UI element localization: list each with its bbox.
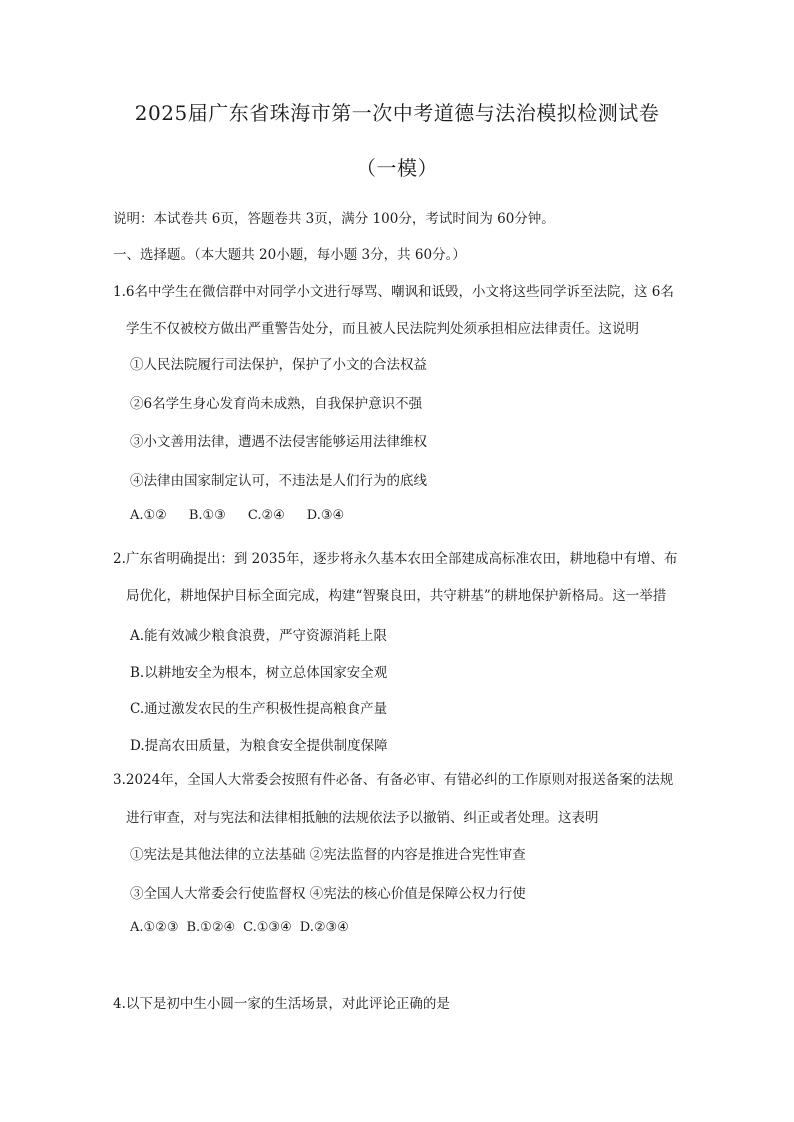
question-3-option-a[interactable]: A.①②③: [130, 920, 179, 935]
question-1-item-1: ①人民法院履行司法保护，保护了小文的合法权益: [130, 357, 427, 373]
question-1-item-4: ④法律由国家制定认可，不违法是人们行为的底线: [130, 473, 427, 489]
question-2-stem-line-2: 局优化，耕地保护目标全面完成，构建“智聚良田，共守耕基”的耕地保护新格局。这一举措: [126, 588, 667, 604]
question-3-items-line-1: ①宪法是其他法律的立法基础 ②宪法监督的内容是推进合宪性审查: [130, 847, 526, 863]
question-1-item-3: ③小文善用法律，遭遇不法侵害能够运用法律维权: [130, 434, 427, 450]
question-2-option-a[interactable]: A.能有效减少粮食浪费，严守资源消耗上限: [130, 628, 388, 644]
question-1-options: [130, 508, 366, 523]
question-1-option-d[interactable]: D.③④: [306, 508, 345, 523]
question-3-option-c[interactable]: C.①③④: [243, 920, 292, 935]
question-1-item-2: ➁6名学生身心发育尚未成熟，自我保护意识不强: [130, 396, 423, 412]
question-4-stem-line-1: 4.以下是初中生小圆一家的生活场景，对此评论正确的是: [113, 996, 450, 1012]
question-3-option-b[interactable]: B.①②④: [186, 920, 236, 935]
question-1-stem-line-1: 1.6名中学生在微信群中对同学小文进行辱骂、嘲讽和诋毁，小文将这些同学诉至法院，这 6名: [113, 284, 674, 300]
question-3-items-line-2: ③全国人大常委会行使监督权 ④宪法的核心价值是保障公权力行使: [130, 886, 526, 902]
section-heading: 一、选择题。（本大题共 20小题，每小题 3分，共 60分。）: [113, 247, 466, 263]
question-1-stem-line-2: 学生不仅被校方做出严重警告处分，而且被人民法院判处须承担相应法律责任。这说明: [126, 321, 639, 337]
question-2-stem-line-1: 2.广东省明确提出：到 2035年，逐步将永久基本农田全部建成高标准农田，耕地稳中有增、布: [113, 551, 678, 567]
question-1-option-a[interactable]: A.①②: [130, 508, 167, 523]
question-3-option-d[interactable]: D.②③④: [299, 920, 349, 935]
question-3-stem-line-2: 进行审查，对与宪法和法律相抵触的法规依法予以撤销、纠正或者处理。这表明: [126, 810, 599, 826]
question-3-options: [130, 920, 357, 935]
question-2-option-b[interactable]: B.以耕地安全为根本，树立总体国家安全观: [130, 665, 388, 681]
question-2-option-c[interactable]: C.通过激发农民的生产积极性提高粮食产量: [130, 701, 388, 717]
exam-subtitle: （一模）: [356, 156, 438, 180]
instructions-text: 说明：本试卷共 6页，答题卷共 3页，满分 100分，考试时间为 60分钟。: [113, 211, 555, 227]
question-3-stem-line-1: 3.2024年，全国人大常委会按照有件必备、有备必审、有错必纠的工作原则对报送备案的法规: [113, 772, 674, 788]
question-1-option-c[interactable]: C.②④: [247, 508, 285, 523]
question-1-option-b[interactable]: B.①③: [188, 508, 226, 523]
exam-title: 2025届广东省珠海市第一次中考道德与法治模拟检测试卷: [134, 101, 660, 125]
question-2-option-d[interactable]: D.提高农田质量，为粮食安全提供制度保障: [130, 738, 388, 754]
